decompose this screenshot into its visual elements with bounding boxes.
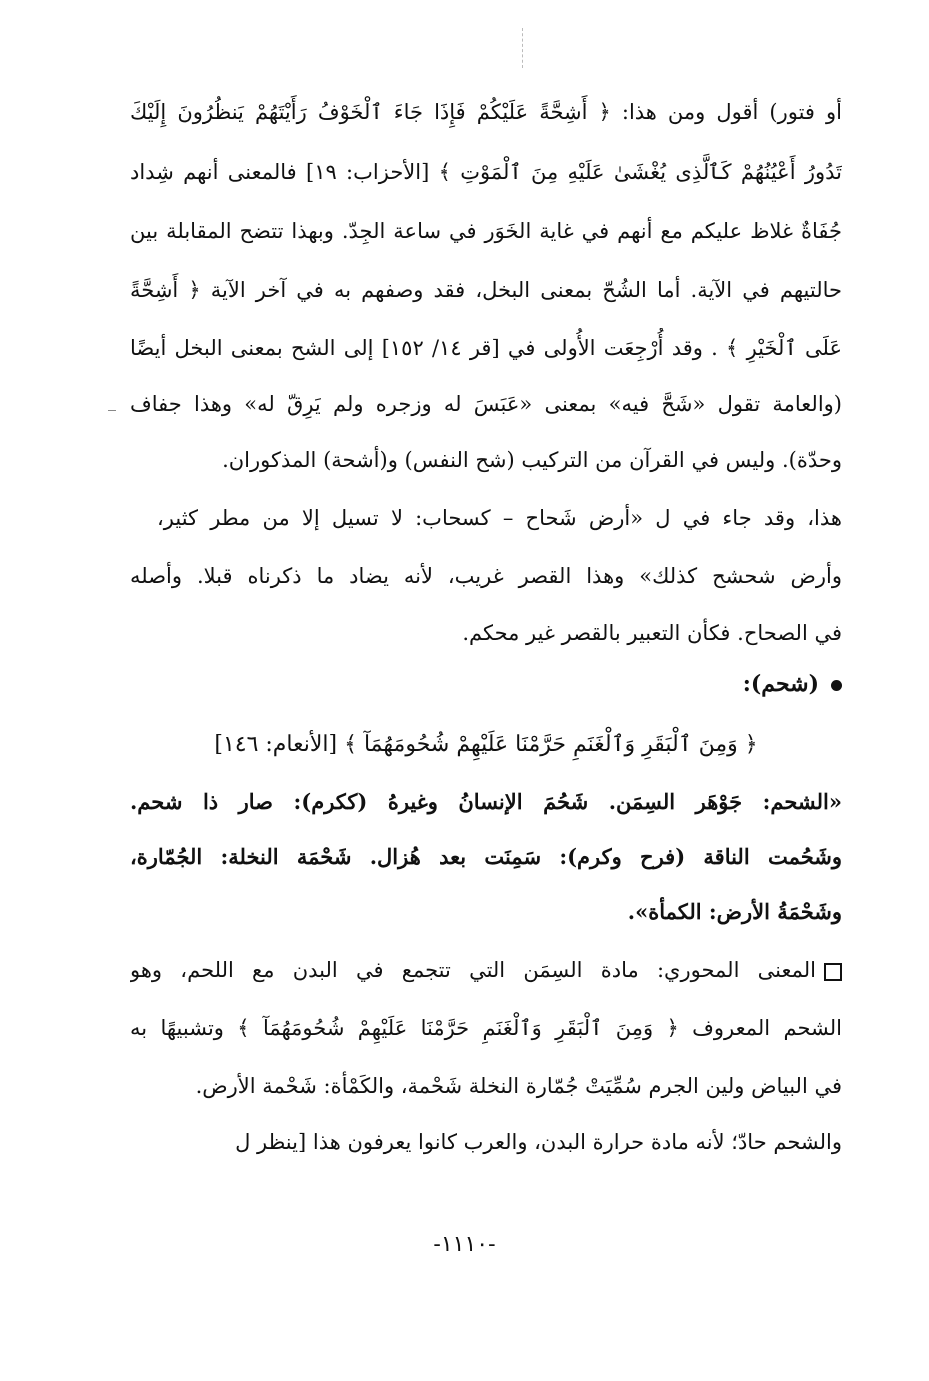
- core-meaning-line: في البياض ولين الجرم سُمِّيَتْ جُمّارة النخلة شَحْمة، والكَمْأة: شَحْمة الأرض.: [195, 1074, 842, 1098]
- core-meaning-line: [130, 950, 842, 990]
- text-line: في الصحاح. فكأن التعبير بالقصر غير محكم.: [462, 621, 842, 645]
- core-meaning-text: المعنى المحوري: مادة السِمَن التي تتجمع في البدن مع اللحم، وهو: [130, 958, 816, 982]
- text-line: جُفَاةٌ غلاظ عليكم مع أنهم في غاية الخَوَر في ساعة الجِدّ. وبهذا تتضح المقابلة بين: [130, 219, 842, 243]
- text-line: هذا، وقد جاء في ل «أرض شَحاح – كسحاب: لا تسيل إلا من مطر كثير،: [157, 506, 842, 530]
- definition-line: وشَحُمت الناقة (فرح وكرم): سَمِنَت بعد هُزال. شَحْمَة النخلة: الجُمّارة،: [130, 844, 842, 869]
- core-meaning-line: الشحم المعروف ﴿ وَمِنَ ٱلْبَقَرِ وَٱلْغَنَمِ حَرَّمْنَا عَلَيْهِمْ شُحُومَهُمَآ ﴾ وتشبيهًا به: [130, 1016, 842, 1040]
- page-number: -١١١٠-: [433, 1232, 496, 1257]
- heading-text: (شحم):: [742, 671, 819, 697]
- page-body: [130, 0, 842, 1381]
- definition-line: «الشحم: جَوْهَر السِمَن. شَحُمَ الإنسانُ وغيرهُ (ككرم): صار ذا شحم.: [130, 789, 842, 814]
- text-line: عَلَى ٱلْخَيْرِ ﴾ . وقد أُرْجِعَت الأُولى في [قر ١٤/ ١٥٢] إلى الشح بمعنى البخل أيضًا: [130, 336, 842, 360]
- text-line: (والعامة تقول «شَحَّ فيه» بمعنى «عَبَسَ له وزجره ولم يَرِقّ له» وهذا جفاف: [130, 392, 842, 416]
- quran-verse: ﴿ وَمِنَ ٱلْبَقَرِ وَٱلْغَنَمِ حَرَّمْنَا عَلَيْهِمْ شُحُومَهُمَآ ﴾ [الأنعام: ١٤٦]: [214, 732, 758, 757]
- text-line: حالتيهم في الآية. أما الشُحّ بمعنى البخل، فقد وصفهم به في آخر الآية ﴿ أَشِحَّةً: [130, 278, 842, 302]
- text-line: وحدّة). وليس في القرآن من التركيب (شح النفس) و(أشحة) المذكوران.: [222, 448, 842, 472]
- section-heading: [743, 664, 842, 704]
- square-icon: [824, 963, 842, 981]
- core-meaning-line: والشحم حادّ؛ لأنه مادة حرارة البدن، والعرب كانوا يعرفون هذا [ينظر ل: [235, 1130, 842, 1154]
- text-line: أو فتور) أقول ومن هذا: ﴿ أَشِحَّةً عَلَيْكُمْ فَإِذَا جَاءَ ٱلْخَوْفُ رَأَيْتَهُمْ يَنظُرُونَ إِلَيْكَ: [130, 100, 842, 124]
- bullet-icon: [831, 680, 842, 691]
- text-line: تَدُورُ أَعْيُنُهُمْ كَٱلَّذِى يُغْشَىٰ عَلَيْهِ مِنَ ٱلْمَوْتِ ﴾ [الأحزاب: ١٩] فالمعنى أنهم شِداد: [130, 160, 842, 184]
- text-line: وأرض شحشح كذلك» وهذا القصر غريب، لأنه يضاد ما ذكرناه قبلا. وأصله: [130, 564, 842, 588]
- definition-line: وشَحْمَةُ الأرض: الكمأة».: [627, 899, 842, 924]
- margin-tick: [108, 410, 116, 411]
